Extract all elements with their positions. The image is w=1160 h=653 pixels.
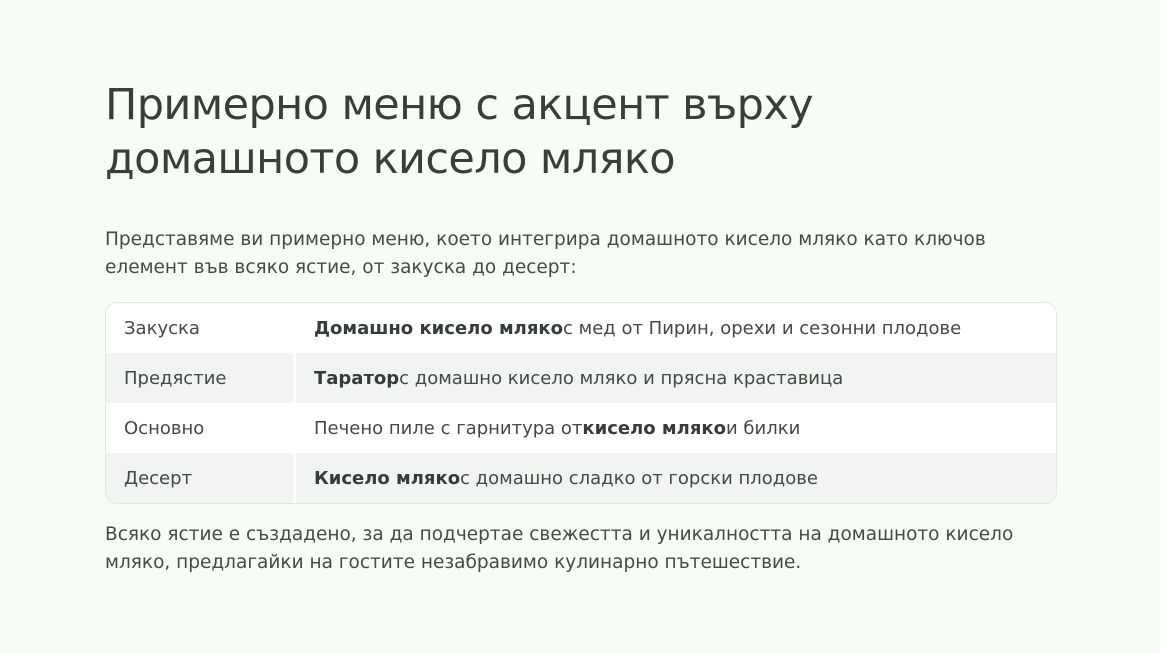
intro-paragraph: Представяме ви примерно меню, което интегрира домашното кисело мляко като ключов елемент във всяко ястие, от закуска до десерт: bbox=[105, 229, 986, 278]
dish-description bbox=[296, 453, 1056, 503]
dish-highlight: кисело мляко bbox=[582, 417, 726, 439]
dish-text: Печено пиле с гарнитура от bbox=[314, 417, 583, 439]
dish-text: с домашно сладко от горски плодове bbox=[460, 467, 818, 489]
course-label: Предястие bbox=[106, 353, 296, 403]
course-label: Закуска bbox=[106, 303, 296, 353]
dish-text: с домашно кисело мляко и прясна краставица bbox=[399, 367, 844, 389]
dish-description bbox=[296, 353, 1056, 403]
table-row bbox=[106, 403, 1056, 453]
dish-text: и билки bbox=[725, 417, 801, 439]
outro-paragraph: Всяко ястие е създадено, за да подчертае свежестта и уникалността на домашното кисело мляко, предлагайки на гостите незабравимо кулинарно пътешествие. bbox=[105, 524, 1014, 573]
dish-text: с мед от Пирин, орехи и сезонни плодове bbox=[563, 317, 962, 339]
table-row bbox=[106, 303, 1056, 353]
table-row bbox=[106, 353, 1056, 403]
dish-description bbox=[296, 303, 1056, 353]
course-label: Десерт bbox=[106, 453, 296, 503]
page-title: Примерно меню с акцент върху домашното кисело мляко bbox=[105, 80, 814, 184]
dish-highlight: Кисело мляко bbox=[314, 467, 461, 489]
course-label: Основно bbox=[106, 403, 296, 453]
menu-table bbox=[105, 302, 1057, 504]
dish-highlight: Домашно кисело мляко bbox=[314, 317, 564, 339]
table-row bbox=[106, 453, 1056, 503]
dish-description bbox=[296, 403, 1056, 453]
dish-highlight: Таратор bbox=[314, 367, 400, 389]
